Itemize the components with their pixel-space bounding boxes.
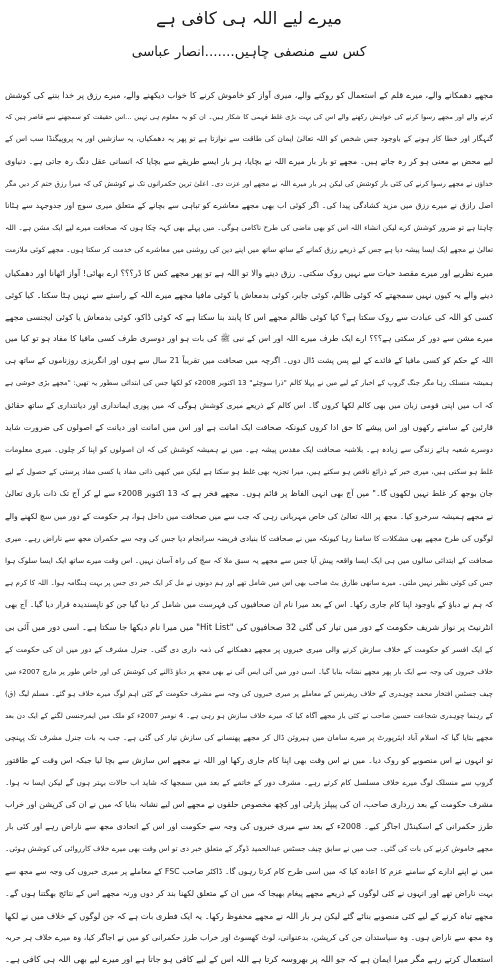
article-title: میرے لیے اللہ ہی کافی ہے bbox=[156, 9, 342, 29]
body-line: طرز حکمرانی کے اسکینڈل اجاگر کیے۔ 2008ء کے بعد سے میری خبروں کی وجہ سے حکومت اور اس کے اتحادی مجھ سے ناراض رہے اور کئی بار bbox=[5, 822, 493, 832]
body-line: میرے نظریے اور میرے مقصد حیات سے نہیں روک سکتی۔ رزق دینے والا تو اللہ ہے تو پھر مجھے کس کا ڈر؟؟؟ ارے بھائی! آواز اٹھانا اور دھمکیاں bbox=[5, 267, 493, 278]
body-line: انٹرنیٹ پر نواز شریف حکومت کے دور میں تیار کی گئی 32 صحافیوں کی "Hit List" میں میرا نام دیکھا جا سکتا ہے۔ اسی دور میں آئی بی bbox=[5, 622, 493, 633]
author-name: انصار عباسی bbox=[131, 44, 205, 60]
body-line: میرے مشن سے دور کر سکتی ہے؟؟؟ ارے ایک طرف میرے اللہ اور اس کے نبی ﷺ کی بات ہو اور دوسری طرف کسی مافیا کا مفاد ہو تو کیا میں bbox=[5, 334, 493, 344]
body-line: گنہگار اور خطا کار ہونے کے باوجود جس شخص کو اللہ تعالیٰ ایمان کی طاقت سے نوازتا ہے تو پھر یہ دھمکیاں، یہ سازشیں اور یہ پروپیگنڈا سب اس کے bbox=[5, 134, 493, 144]
body-line: صحافت کے ابتدائی سالوں میں ہی ایک ایسا واقعہ پیش آیا جس سے مجھے یہ سبق ملا کہ سچ کی راہ آسان نہیں۔ اس وقت میرے ساتھ ایک ایسا سلوک ہوا bbox=[5, 555, 493, 565]
body-line: غلط ہو سکتی ہیں، میری خبر کے ذرائع ناقص ہو سکتے ہیں، میرا تجزیہ بھی غلط ہو سکتا ہے لیکن میں کبھی ذاتی مفاد یا کسی مفاد پرستی کے حصول کے لیے bbox=[5, 467, 493, 477]
body-line: دینے والے یہ کیوں نہیں سمجھتے کہ کوئی ظالم، کوئی جابر، کوئی بدمعاش یا کوئی مافیا مجھے میرے اللہ کے راستے سے نہیں ہٹا سکتا۔ کیا کوئی bbox=[5, 289, 493, 300]
body-line: ہمیشہ منسلک رہا مگر جنگ گروپ کے اخبار کے لیے میں نے پہلا کالم "ذرا سوچئے" 13 اکتوبر 2008ء کو لکھا جس کی ابتدائی سطور یہ تھیں: "مجھے بڑی خوشی ہے bbox=[5, 379, 493, 388]
body-line: کہ اب میں اپنی قومی زبان میں بھی کالم لکھا کروں گا۔ اس کالم کے ذریعے میری کوشش ہوگی کہ میں پوری ایمانداری اور دیانتداری کے ساتھ حقائق bbox=[5, 400, 493, 410]
body-line: مجھے خاموش کرنے کی بات کی گئی۔ جب میں نے سابق چیف جسٹس عبدالحمید ڈوگر کے متعلق خبر دی تو اس وقت بھی میرے خلاف کارروائی کی کوشش ہوئی۔ bbox=[5, 844, 493, 854]
body-line: کرنے والے اور مجھے رسوا کرنے کی خواہش رکھنے والے اس کی بہت بڑی غلط فہمی کا شکار ہیں۔ ان کو یہ معلوم ہی نہیں ...اس حقیقت کو سمجھنے سے قاصر ہیں کہ bbox=[5, 113, 493, 122]
body-line: قارئین کے سامنے رکھوں اور اس پیشے کا حق ادا کروں کیونکہ صحافت ایک امانت ہے اور اس میں امانت اور دیانت کے اصولوں کی ضرورت شاید bbox=[5, 422, 493, 432]
body-line: کسی کو اللہ کی عبادت سے روک سکتا ہے؟ کیا کوئی ظالم مجھے اس کا پابند بنا سکتا ہے کہ کوئی ڈاکو، کوئی بدمعاش یا کوئی ایجنسی مجھے bbox=[5, 311, 493, 322]
article-body bbox=[5, 84, 493, 972]
body-line: نے مجھے ہمیشہ سرخرو کیا۔ مجھ پر اللہ تعالیٰ کی خاص مہربانی رہی کہ جب سے میں صحافت میں داخل ہوا، ہر حکومت کے دور میں سچ لکھنے والے bbox=[5, 511, 493, 521]
column-name: کس سے منصفی چاہیں bbox=[234, 44, 367, 60]
body-line: گروپ سے منسلک لوگ میرے خلاف مسلسل کام کرتے رہے۔ مشرف دور کے خاتمے کے بعد میں سمجھا کہ شاید اب حالات بہتر ہوں گے لیکن ایسا نہ ہوا۔ bbox=[5, 777, 493, 787]
body-line: کہ ہم نے دباؤ کے باوجود اپنا کام جاری رکھا۔ اس کے بعد میرا نام ان صحافیوں کی فہرست میں شامل کر دیا گیا جن کو ناپسندیدہ قرار دیا گیا۔ آج بھی bbox=[5, 600, 493, 610]
body-line: تعالیٰ نے مجھے ایک ایسا پیشہ دیا ہے جس کے ذریعے رزق کمانے کے ساتھ ساتھ میں اپنے دین کی روشنی میں معاشرے کی خدمت کر سکتا ہوں۔ مجھے کوئی ملازمت bbox=[5, 245, 493, 255]
body-line: تو انہوں نے اس منصوبے کو روک دیا۔ میں نے اس وقت بھی اپنا کام جاری رکھا اور اللہ نے مجھے اس سازش سے بچا لیا جبکہ اس وقت کے طاقتور bbox=[5, 755, 493, 765]
body-line: استعمال کرتے رہے مگر میرا ایمان ہے کہ جو اللہ پر بھروسہ کرتا ہے اللہ اس کے لیے کافی ہو جاتا ہے اور میرے لیے بھی اللہ ہی کافی ہے۔ bbox=[5, 955, 493, 966]
body-line: وہ مجھ سے ناراض ہوں۔ وہ سیاستدان جن کی کرپشن، بدعنوانی، لوٹ کھسوٹ اور خراب طرز حکمرانی کو میں نے اجاگر کیا، وہ میرے خلاف ہر حربہ bbox=[5, 933, 493, 943]
body-line: اصل رازق نے میرے رزق میں مزید کشادگی پیدا کی۔ اگر کوئی اب بھی مجھے معاشرے کو تباہی سے بچانے کے متعلق میری سوچ اور جدوجہد سے ہٹانا bbox=[5, 200, 493, 210]
body-line: مجھے تباہ کرنے کے لیے کئی منصوبے بنائے گئے لیکن ہر بار اللہ نے مجھے محفوظ رکھا۔ یہ ایک فطری بات ہے کہ جن لوگوں کے خلاف میں نے لکھا bbox=[5, 910, 493, 921]
byline-separator: ....... bbox=[204, 44, 235, 60]
body-line: میں نے اپنے ادارے کے سامنے عزم کا اعادہ کیا کہ میں اسی طرح کام کرتا رہوں گا۔ ڈاکٹر صاحب FSC کے معاملے پر میری خبروں کی وجہ سے مجھ سے bbox=[5, 866, 493, 876]
body-line: مجھے بتایا گیا کہ اسلام آباد ایئرپورٹ پر میرے سامان میں ہیروئن ڈال کر مجھے پھنسانے کی سازش تیار کی گئی ہے۔ جب یہ بات جنرل مشرف تک پہنچی bbox=[5, 733, 493, 743]
body-line: کے رہنما چوہدری شجاعت حسین صاحب نے کئی بار مجھے آگاہ کیا کہ میرے خلاف سازش ہو رہی ہے۔ 4 نومبر 2007ء کو ملک میں ایمرجنسی لگنے کے ایک دن بعد bbox=[5, 712, 493, 721]
byline bbox=[0, 40, 498, 64]
body-line: چاہتا ہے تو ضرور کوشش کرے لیکن انشاء اللہ اس کو بھی ماضی کی طرح ناکامی ہوگی۔ میں پہلے بھی کہہ چکا ہوں کہ صحافت میرے لیے ایک مشن ہے۔ اللہ bbox=[5, 223, 493, 233]
body-line: مجھے دھمکانے والے، میرے قلم کے استعمال کو روکنے والے، میری آواز کو خاموش کرنے کا خواب دیکھنے والے، میرے رزق پر خدا بننے کی کوشش bbox=[5, 90, 493, 100]
body-line: جان بوجھ کر غلط نہیں لکھوں گا۔" میں آج بھی انہی الفاظ پر قائم ہوں۔ مجھے فخر ہے کہ 13 اکتوبر 2008ء سے لے کر آج تک ذات باری تعالیٰ bbox=[5, 489, 493, 499]
body-line: لوگوں کی طرح مجھے بھی مشکلات کا سامنا رہا کیونکہ میں نے صحافت کا بنیادی فریضہ سرانجام دیا جس کی وجہ سے حکمران مجھ سے ناراض رہے۔ میری bbox=[5, 533, 493, 543]
body-line: کے ایک افسر کو حکومت کے خلاف سازش کرنے والی میری خبروں پر مجھے دھمکانے کی ذمہ داری دی گئی۔ جنرل مشرف کے دور میں ان کی حکومت کے bbox=[5, 644, 493, 654]
body-line: جس کی کوئی نظیر نہیں ملتی۔ میرے ساتھی طارق بٹ صاحب بھی اس میں شامل تھے اور ہم دونوں نے مل کر ایک خبر دی جس پر بہت ہنگامہ ہوا۔ اللہ کا کرم ہے bbox=[5, 579, 493, 588]
body-line: بہت ناراض تھے اور انہوں نے کئی لوگوں کے ذریعے مجھے پیغام بھیجا کہ میں ان کے متعلق لکھنا بند کر دوں ورنہ مجھے اس کے نتائج بھگتنا ہوں گے۔ bbox=[5, 888, 493, 898]
body-line: خلاف خبروں کی وجہ سے ایک بار پھر مجھے نشانہ بنایا گیا۔ اسی دور میں آئی ایس آئی نے بھی مجھ پر دباؤ ڈالنے کی کوشش کی اور خاص طور پر مارچ 2007ء میں bbox=[5, 667, 493, 676]
body-line: چیف جسٹس افتخار محمد چوہدری کے خلاف ریفرنس کے معاملے پر میری خبروں کی وجہ سے مشرف حکومت کے کئی اہم لوگ میرے خلاف ہو گئے۔ مسلم لیگ (ق) bbox=[5, 690, 493, 699]
body-line: لیے محض بے معنی ہو کر رہ جاتے ہیں۔ مجھے تو بار بار میرے اللہ نے بچایا، ہر بار ایسے طریقے سے بچایا کہ انسانی عقل دنگ رہ جاتی ہے۔ دنیاوی bbox=[5, 156, 493, 166]
body-line: خداؤں نے مجھے رسوا کرنے کی کئی بار کوشش کی لیکن ہر بار میرے اللہ نے مجھے اور عزت دی۔ اعلیٰ ترین حکمرانوں تک نے کوشش کی کہ میرا رزق ختم کر دیں مگر bbox=[5, 179, 493, 188]
body-line: اللہ کے حکم کو کسی مافیا کے فائدے کے لیے پس پشت ڈال دوں۔ اگرچہ میں صحافت میں تقریباً 21 سال سے ہوں اور انگریزی روزناموں کے ساتھ ہی bbox=[5, 356, 493, 366]
body-line: دوسرے شعبہ ہائے زندگی سے زیادہ ہے۔ بلاشبہ صحافت ایک مقدس پیشہ ہے۔ میں نے ہمیشہ کوشش کی کہ ان اصولوں کو اپنا کر چلوں۔ میری معلومات bbox=[5, 445, 493, 454]
body-line: مشرف حکومت کے بعد زرداری صاحب، ان کی پیپلز پارٹی اور کچھ مخصوص حلقوں نے مجھے اس لیے نشانہ بنایا کہ میں نے ان کی کرپشن اور خراب bbox=[5, 800, 493, 809]
